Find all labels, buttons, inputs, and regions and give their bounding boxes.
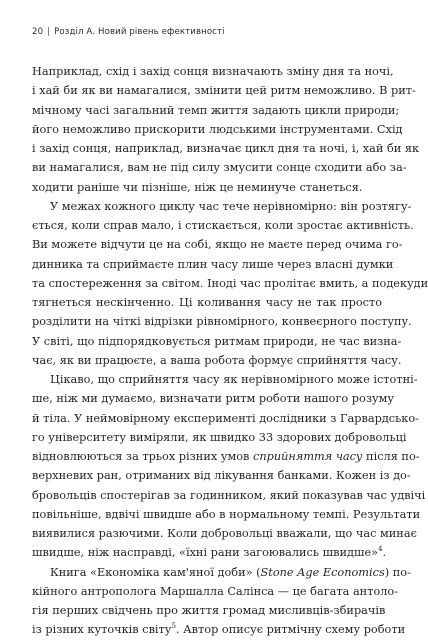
text-line: його неможливо прискорити людськими інструментами. Схід (32, 122, 403, 136)
text-line: гія перших свідчень про життя громад мисливців-збирачів (32, 604, 386, 617)
text-line: У світі, що підпорядковується ритмам природи, не час визна- (32, 334, 402, 348)
text-line: виявилися разючими. Коли добровольці вважали, що час минає (32, 527, 417, 540)
text-line: Наприклад, схід і захід сонця визначають зміну дня та ночі, (32, 65, 394, 78)
text-line: Книга «Економіка кам'яної доби» (Stone Age Economics) по- (50, 565, 411, 579)
text-line: ходити раніше чи пізніше, ніж це неминуче станеться. (32, 180, 363, 194)
text-line: і захід сонця, наприклад, визначає цикл дня та ночі, і, хай би як (32, 142, 420, 155)
italic-phrase: сприйняття часу (253, 450, 363, 463)
text-line: швидше, ніж насправді, «їхні рани загоювались швидше»$^4$. (32, 545, 387, 560)
header-separator: | (47, 27, 51, 37)
paragraph (32, 62, 420, 197)
chapter-title: Розділ А. Новий рівень ефективності (54, 27, 225, 37)
text-line: тягнеться нескінченно. Ці коливання часу не так просто (32, 296, 382, 309)
italic-phrase: Stone Age Economics (260, 565, 385, 579)
text-line: Ви можете відчути це на собі, якщо не маєте перед очима го- (32, 238, 403, 252)
paragraph (32, 197, 428, 370)
footnote-marker: 4 (378, 545, 383, 554)
text-line: бровольців спостерігав за годинником, який показував час удвічі (32, 488, 426, 502)
text-line: динника та сприймаєте плин часу лише через власні думки (32, 257, 394, 271)
text-line: У межах кожного циклу час тече нерівномірно: він розтягу- (50, 199, 412, 213)
text-line: повільніше, вдвічі швидше або в нормальному темпі. Результати (32, 507, 421, 521)
paragraph (32, 563, 411, 640)
text-line: верхневих ран, отриманих від лікування банками. Кожен із до- (32, 469, 411, 483)
text-line: відновлюються за трьох різних умов сприйняття часу після по- (32, 450, 420, 463)
text-line: ше, ніж ми думаємо, визначати ритм роботи нашого розуму (32, 392, 395, 406)
body-text (32, 62, 428, 640)
text-line: го університету виміряли, як швидко 33 здорових добровольці (32, 430, 407, 444)
text-line: та спостереження за світом. Іноді час пролітає вмить, а подекуди (32, 276, 428, 290)
text-line: і хай би як ви намагалися, змінити цей ритм неможливо. В рит- (32, 84, 416, 98)
text-line: із різних куточків світу$^5$. Автор описує ритмічну схему роботи (32, 622, 406, 637)
text-line: розділити на чіткі відрізки рівномірного, конвеєрного поступу. (32, 315, 412, 329)
text-line: ється, коли справ мало, і стискається, коли зростає активність. (32, 219, 414, 232)
text-line: ви намагалися, вам не під силу змусити сонце сходити або за- (32, 161, 407, 175)
text-line: й тіла. У неймовірному експерименті дослідники з Гарвардсько- (32, 411, 419, 425)
text-line: мічному часі загальний темп життя задають цикли природи; (32, 103, 400, 117)
page-number: 20 (32, 27, 44, 37)
paragraph (32, 370, 426, 563)
text-line: кійного антрополога Маршалла Салінса — це багата антоло- (32, 584, 399, 598)
text-line: Цікаво, що сприйняття часу як нерівномірного може істотні- (50, 373, 418, 386)
text-line: чає, як ви працюєте, а ваша робота формує сприйняття часу. (32, 353, 402, 367)
footnote-marker: 5 (171, 622, 176, 631)
running-header (32, 27, 225, 37)
